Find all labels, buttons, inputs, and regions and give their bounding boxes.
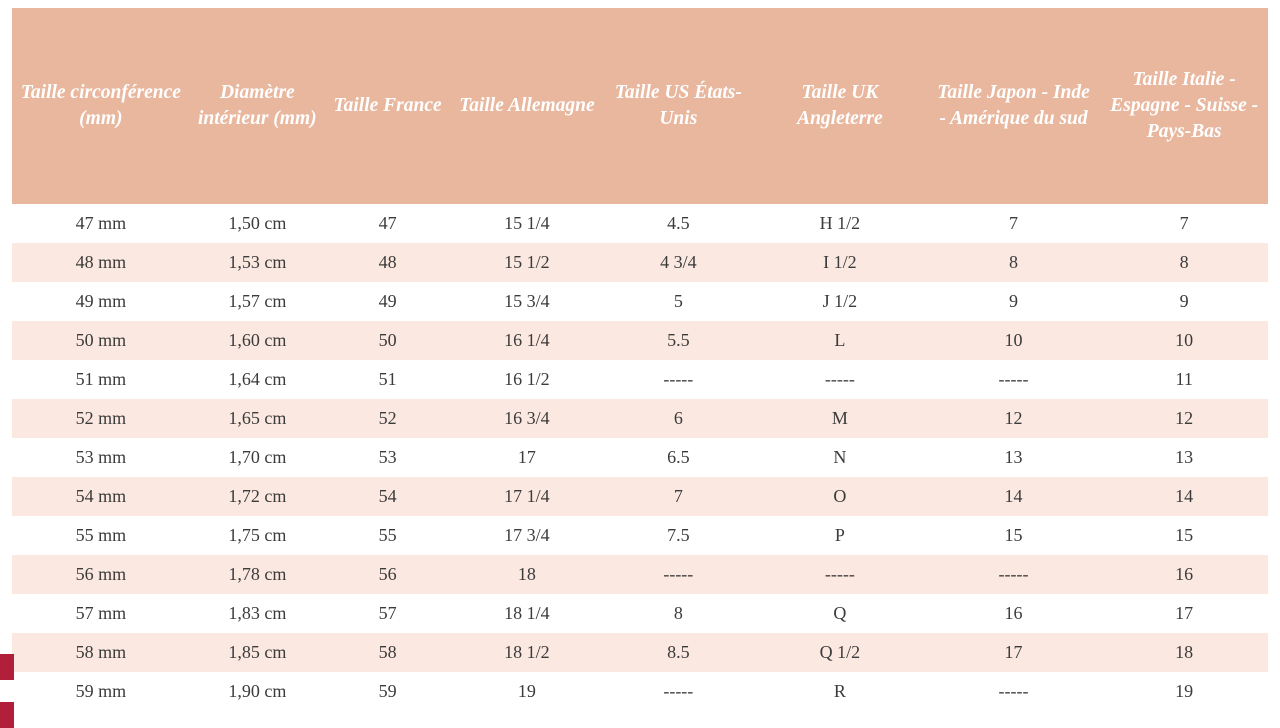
cell-uk: R xyxy=(753,672,927,711)
table-row xyxy=(12,477,1268,516)
cell-uk: Q xyxy=(753,594,927,633)
cell-us: 7 xyxy=(604,477,753,516)
cell-circumference: 50 mm xyxy=(12,321,190,360)
cell-us: 7.5 xyxy=(604,516,753,555)
cell-circumference: 47 mm xyxy=(12,204,190,243)
cell-japan: 14 xyxy=(927,477,1101,516)
cell-japan: ----- xyxy=(927,555,1101,594)
column-header-inner-diameter: Diamètre intérieur (mm) xyxy=(190,8,325,204)
cell-circumference: 56 mm xyxy=(12,555,190,594)
cell-germany: 19 xyxy=(450,672,603,711)
cell-circumference: 59 mm xyxy=(12,672,190,711)
cell-inner-diameter: 1,57 cm xyxy=(190,282,325,321)
cell-italy: 11 xyxy=(1100,360,1268,399)
cell-france: 50 xyxy=(325,321,450,360)
cell-italy: 15 xyxy=(1100,516,1268,555)
cell-germany: 16 1/2 xyxy=(450,360,603,399)
cell-japan: ----- xyxy=(927,360,1101,399)
cell-uk: P xyxy=(753,516,927,555)
column-header-uk: Taille UK Angleterre xyxy=(753,8,927,204)
table-header xyxy=(12,8,1268,204)
cell-uk: N xyxy=(753,438,927,477)
cell-us: 6.5 xyxy=(604,438,753,477)
cell-uk: I 1/2 xyxy=(753,243,927,282)
table-row xyxy=(12,243,1268,282)
cell-france: 51 xyxy=(325,360,450,399)
cell-italy: 14 xyxy=(1100,477,1268,516)
column-header-germany: Taille Allemagne xyxy=(450,8,603,204)
cell-germany: 15 3/4 xyxy=(450,282,603,321)
cell-france: 58 xyxy=(325,633,450,672)
cell-uk: J 1/2 xyxy=(753,282,927,321)
header-row xyxy=(12,8,1268,204)
cell-germany: 17 1/4 xyxy=(450,477,603,516)
cell-france: 57 xyxy=(325,594,450,633)
cell-inner-diameter: 1,72 cm xyxy=(190,477,325,516)
column-header-japan-india-south-america: Taille Japon - Inde - Amérique du sud xyxy=(927,8,1101,204)
cell-italy: 19 xyxy=(1100,672,1268,711)
cell-uk: Q 1/2 xyxy=(753,633,927,672)
column-header-italy-spain-switzerland-netherlands: Taille Italie - Espagne - Suisse - Pays-Bas xyxy=(1100,8,1268,204)
cell-germany: 16 3/4 xyxy=(450,399,603,438)
cell-japan: 10 xyxy=(927,321,1101,360)
cell-us: 5.5 xyxy=(604,321,753,360)
cell-germany: 16 1/4 xyxy=(450,321,603,360)
table-row xyxy=(12,204,1268,243)
cell-france: 59 xyxy=(325,672,450,711)
cell-france: 56 xyxy=(325,555,450,594)
cell-italy: 9 xyxy=(1100,282,1268,321)
cell-germany: 18 1/4 xyxy=(450,594,603,633)
ring-size-table xyxy=(12,8,1268,711)
table-row xyxy=(12,321,1268,360)
cell-inner-diameter: 1,53 cm xyxy=(190,243,325,282)
cell-us: ----- xyxy=(604,672,753,711)
cell-inner-diameter: 1,60 cm xyxy=(190,321,325,360)
cell-france: 48 xyxy=(325,243,450,282)
cell-japan: 17 xyxy=(927,633,1101,672)
cell-circumference: 54 mm xyxy=(12,477,190,516)
cell-france: 55 xyxy=(325,516,450,555)
cell-japan: 7 xyxy=(927,204,1101,243)
cell-us: ----- xyxy=(604,555,753,594)
table-row xyxy=(12,360,1268,399)
column-header-us: Taille US États-Unis xyxy=(604,8,753,204)
cell-germany: 17 3/4 xyxy=(450,516,603,555)
cell-uk: O xyxy=(753,477,927,516)
cell-france: 54 xyxy=(325,477,450,516)
column-header-circumference: Taille circonférence (mm) xyxy=(12,8,190,204)
cell-circumference: 49 mm xyxy=(12,282,190,321)
cell-us: 8.5 xyxy=(604,633,753,672)
cell-italy: 8 xyxy=(1100,243,1268,282)
column-header-france: Taille France xyxy=(325,8,450,204)
cell-us: 5 xyxy=(604,282,753,321)
cell-inner-diameter: 1,83 cm xyxy=(190,594,325,633)
table-row xyxy=(12,594,1268,633)
cell-japan: 15 xyxy=(927,516,1101,555)
cell-japan: 13 xyxy=(927,438,1101,477)
table-row xyxy=(12,555,1268,594)
cell-uk: H 1/2 xyxy=(753,204,927,243)
cell-us: 4.5 xyxy=(604,204,753,243)
cell-italy: 18 xyxy=(1100,633,1268,672)
cell-circumference: 51 mm xyxy=(12,360,190,399)
cell-uk: L xyxy=(753,321,927,360)
cell-germany: 18 1/2 xyxy=(450,633,603,672)
table-row xyxy=(12,516,1268,555)
cell-inner-diameter: 1,90 cm xyxy=(190,672,325,711)
cell-italy: 16 xyxy=(1100,555,1268,594)
cell-inner-diameter: 1,64 cm xyxy=(190,360,325,399)
cell-circumference: 52 mm xyxy=(12,399,190,438)
cell-italy: 10 xyxy=(1100,321,1268,360)
cell-inner-diameter: 1,50 cm xyxy=(190,204,325,243)
cell-japan: 12 xyxy=(927,399,1101,438)
table-row xyxy=(12,633,1268,672)
cell-us: ----- xyxy=(604,360,753,399)
table-row xyxy=(12,672,1268,711)
cell-circumference: 58 mm xyxy=(12,633,190,672)
cell-uk: ----- xyxy=(753,360,927,399)
cell-italy: 13 xyxy=(1100,438,1268,477)
cell-italy: 7 xyxy=(1100,204,1268,243)
cell-germany: 15 1/2 xyxy=(450,243,603,282)
cell-inner-diameter: 1,75 cm xyxy=(190,516,325,555)
cell-inner-diameter: 1,78 cm xyxy=(190,555,325,594)
cell-inner-diameter: 1,85 cm xyxy=(190,633,325,672)
cell-japan: 16 xyxy=(927,594,1101,633)
cell-circumference: 53 mm xyxy=(12,438,190,477)
cell-germany: 18 xyxy=(450,555,603,594)
cell-inner-diameter: 1,65 cm xyxy=(190,399,325,438)
left-accent-notch xyxy=(0,680,14,702)
cell-germany: 15 1/4 xyxy=(450,204,603,243)
cell-uk: M xyxy=(753,399,927,438)
cell-us: 4 3/4 xyxy=(604,243,753,282)
cell-japan: 9 xyxy=(927,282,1101,321)
cell-france: 47 xyxy=(325,204,450,243)
table-body xyxy=(12,204,1268,711)
cell-us: 8 xyxy=(604,594,753,633)
cell-circumference: 57 mm xyxy=(12,594,190,633)
cell-us: 6 xyxy=(604,399,753,438)
cell-circumference: 55 mm xyxy=(12,516,190,555)
table-row xyxy=(12,438,1268,477)
cell-france: 53 xyxy=(325,438,450,477)
cell-italy: 17 xyxy=(1100,594,1268,633)
cell-france: 49 xyxy=(325,282,450,321)
cell-germany: 17 xyxy=(450,438,603,477)
cell-circumference: 48 mm xyxy=(12,243,190,282)
table-row xyxy=(12,399,1268,438)
cell-france: 52 xyxy=(325,399,450,438)
table-row xyxy=(12,282,1268,321)
cell-uk: ----- xyxy=(753,555,927,594)
cell-inner-diameter: 1,70 cm xyxy=(190,438,325,477)
cell-japan: ----- xyxy=(927,672,1101,711)
cell-italy: 12 xyxy=(1100,399,1268,438)
cell-japan: 8 xyxy=(927,243,1101,282)
